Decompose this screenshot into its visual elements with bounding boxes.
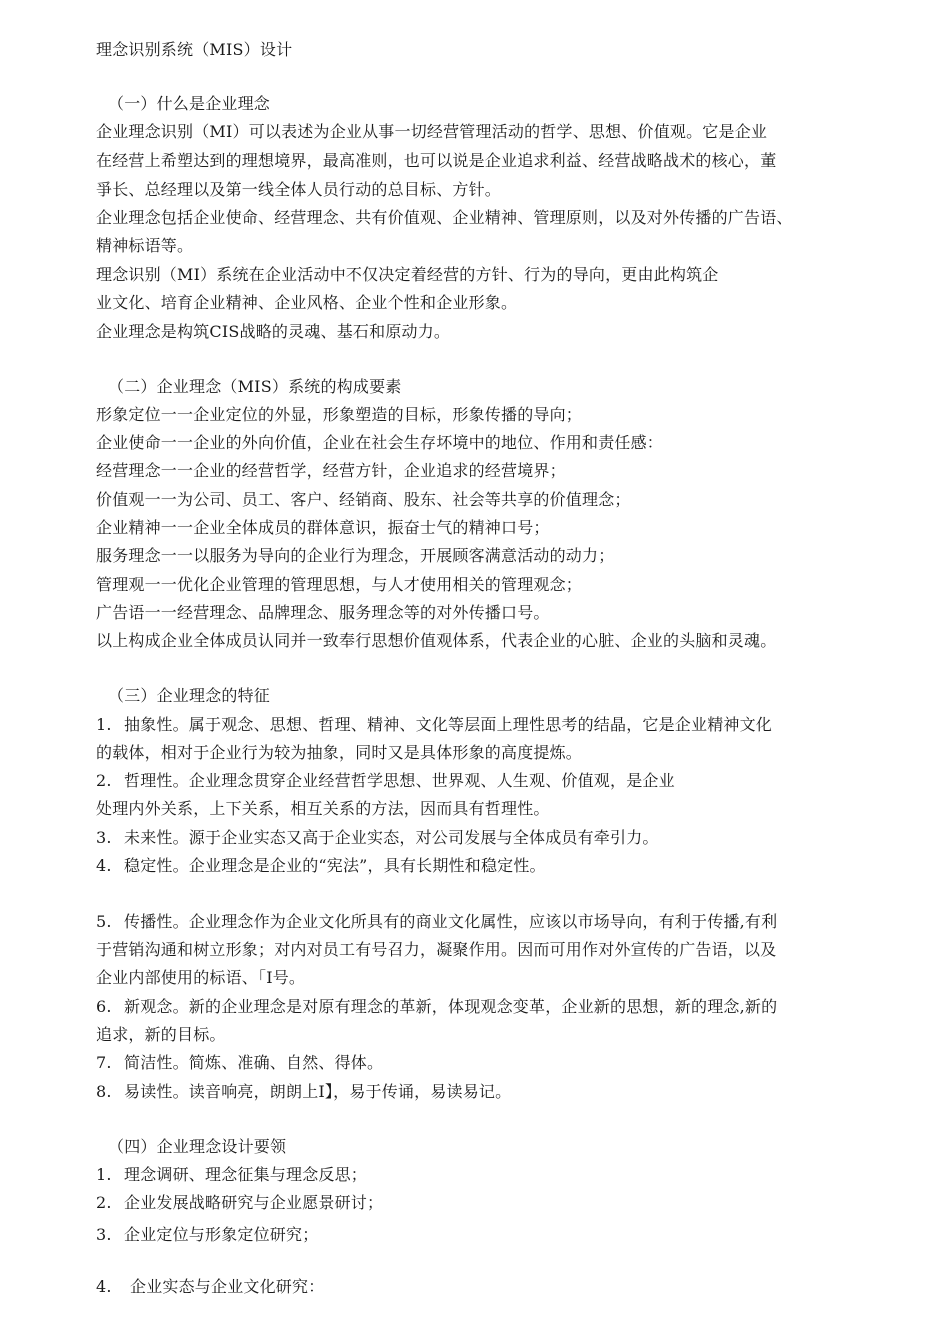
paragraph-line: 的载体，相对于企业行为较为抽象，同时又是具体形象的高度提炼。 [96, 743, 583, 762]
paragraph-line: 企业使命一一企业的外向价值，企业在社会生存坏境中的地位、作用和责任感： [96, 433, 664, 452]
paragraph-line: 价值观一一为公司、员工、客户、经销商、股东、社会等共享的价值理念； [96, 490, 631, 509]
paragraph-line: 处理内外关系，上下关系，相互关系的方法，因而具有哲理性。 [96, 799, 550, 818]
paragraph-line: 企业理念是构筑CIS战略的灵魂、基石和原动力。 [96, 322, 451, 341]
list-item [96, 1053, 383, 1073]
list-text: 稳定性。企业理念是企业的“宪法”，具有长期性和稳定性。 [124, 856, 546, 875]
section-heading-4: （四）企业理念设计要领 [108, 1137, 287, 1156]
list-number: 2. [96, 771, 112, 790]
list-text: 理念调研、理念征集与理念反思； [124, 1165, 368, 1184]
list-item [96, 1082, 511, 1102]
paragraph-line: 广告语一一经营理念、品牌理念、服务理念等的对外传播口号。 [96, 603, 550, 622]
paragraph-line: 在经营上希塑达到的理想境界，最高准则，也可以说是企业追求利益、经营战略战术的核心，董 [96, 151, 777, 170]
paragraph-line: 企业精神一一企业全体成员的群体意识，振奋士气的精神口号； [96, 518, 550, 537]
list-text: 易读性。读音响亮，朗朗上I】，易于传诵，易读易记。 [124, 1082, 512, 1101]
list-text: 新观念。新的企业理念是对原有理念的革新，体现观念变革，企业新的思想，新的理念,新的 [124, 997, 778, 1016]
list-text: 传播性。企业理念作为企业文化所具有的商业文化属性，应该以市场导向，有利于传播,有利 [124, 912, 778, 931]
paragraph-line: 于营销沟通和树立形象；对内对员工有号召力，凝聚作用。因而可用作对外宣传的广告语，以及 [96, 940, 777, 959]
list-number: 1. [96, 1165, 112, 1184]
paragraph-line: 形象定位一一企业定位的外显，形象塑造的目标，形象传播的导向； [96, 405, 583, 424]
list-item [96, 912, 777, 932]
paragraph-line: 经营理念一一企业的经营哲学，经营方针，企业追求的经营境界； [96, 461, 566, 480]
paragraph-line: 企业内部使用的标语、「I号。 [96, 968, 306, 987]
list-item [96, 828, 659, 848]
list-number: 8. [96, 1082, 112, 1101]
list-text: 哲理性。企业理念贯穿企业经营哲学思想、世界观、人生观、价值观，是企业 [124, 771, 675, 790]
list-text: 企业定位与形象定位研究； [124, 1225, 319, 1244]
list-number: 1. [96, 715, 112, 734]
list-text: 未来性。源于企业实态又高于企业实态，对公司发展与全体成员有牵引力。 [124, 828, 659, 847]
list-item [96, 997, 777, 1017]
list-number: 5. [96, 912, 112, 931]
list-number: 4. [96, 856, 112, 875]
list-number: 3. [96, 828, 112, 847]
list-text: 简洁性。简炼、准确、自然、得体。 [124, 1053, 384, 1072]
section-heading-3: （三）企业理念的特征 [108, 686, 271, 705]
section-heading-2: （二）企业理念（MIS）系统的构成要素 [108, 377, 402, 396]
paragraph-line: 业文化、培育企业精神、企业风格、企业个性和企业形象。 [96, 293, 518, 312]
list-item [96, 1165, 367, 1185]
list-number: 2. [96, 1193, 112, 1212]
list-text: 抽象性。属于观念、思想、哲理、精神、文化等层面上理性思考的结晶，它是企业精神文化 [124, 715, 773, 734]
list-item [96, 771, 675, 791]
paragraph-line: 管理观一一优化企业管理的管理思想，与人才使用相关的管理观念； [96, 575, 583, 594]
section-heading-1: （一）什么是企业理念 [108, 94, 271, 113]
paragraph-line: 精神标语等。 [96, 236, 194, 255]
paragraph-line: 服务理念一一以服务为导向的企业行为理念，开展顾客满意活动的动力； [96, 546, 615, 565]
paragraph-line: 理念识别（MI）系统在企业活动中不仅决定着经营的方针、行为的导向，更由此构筑企 [96, 265, 719, 284]
list-number: 3. [96, 1225, 112, 1244]
paragraph-line: 爭长、总经理以及第一线全体人员行动的总目标、方针。 [96, 180, 502, 199]
list-number: 4. [96, 1277, 112, 1296]
list-item [96, 1225, 318, 1245]
list-text: 企业实态与企业文化研究： [130, 1277, 325, 1296]
paragraph-line: 企业理念包括企业使命、经营理念、共有价值观、企业精神、管理原则，以及对外传播的广告语、 [96, 208, 793, 227]
paragraph-line: 企业理念识别（MI）可以表述为企业从事一切经营管理活动的哲学、思想、价值观。它是企业 [96, 122, 768, 141]
paragraph-line: 追求，新的目标。 [96, 1025, 226, 1044]
list-number: 6. [96, 997, 112, 1016]
paragraph-line: 以上构成企业全体成员认同并一致奉行思想价值观体系，代表企业的心脏、企业的头脑和灵魂。 [96, 631, 777, 650]
list-item [96, 856, 546, 876]
list-item [96, 1193, 383, 1213]
list-item [96, 1277, 324, 1297]
document-title: 理念识别系统（MIS）设计 [96, 40, 293, 59]
list-item [96, 715, 772, 735]
list-number: 7. [96, 1053, 112, 1072]
list-text: 企业发展战略研究与企业愿景研讨； [124, 1193, 384, 1212]
